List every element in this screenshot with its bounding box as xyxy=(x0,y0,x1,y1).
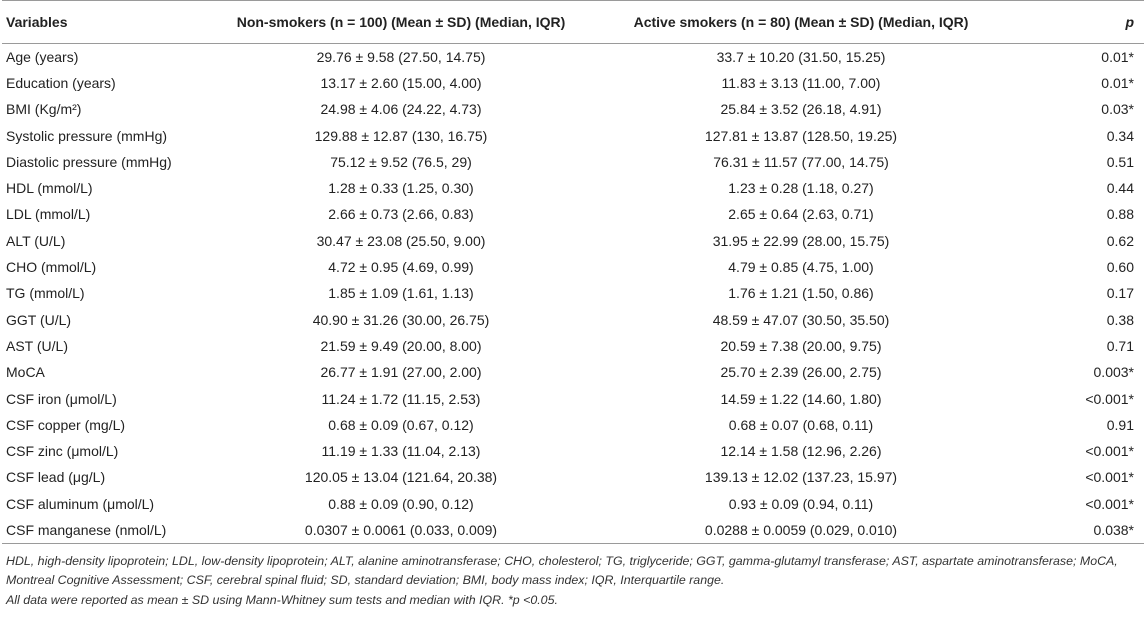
cell-non-smokers: 26.77 ± 1.91 (27.00, 2.00) xyxy=(320,364,482,381)
cell-non-smokers: 1.28 ± 0.33 (1.25, 0.30) xyxy=(328,180,474,197)
cell-active-smokers: 127.81 ± 13.87 (128.50, 19.25) xyxy=(704,127,898,144)
cell-non-smokers: 0.88 ± 0.09 (0.90, 0.12) xyxy=(328,495,474,512)
table-row xyxy=(2,280,1144,306)
cell-non-smokers: 0.68 ± 0.09 (0.67, 0.12) xyxy=(328,416,474,433)
cell-active-smokers: 4.79 ± 0.85 (4.75, 1.00) xyxy=(728,259,874,276)
footnote-abbreviations: HDL, high-density lipoprotein; LDL, low-density lipoprotein; ALT, alanine aminotransferase; CHO, cholesterol; TG, triglyceride; GGT, gamma-glutamyl transferase; AST, aspartate aminotransferase; MoCA, Montreal Cognitive Assessment; CSF, cerebral spinal fluid; SD, standard deviation; BMI, body mass index; IQR, Interquartile range. xyxy=(6,553,1118,588)
cell-non-smokers: 11.24 ± 1.72 (11.15, 2.53) xyxy=(321,390,481,407)
table-row xyxy=(2,70,1144,96)
table-row xyxy=(2,306,1144,332)
cell-p-value: <0.001* xyxy=(1085,390,1134,407)
cell-active-smokers: 11.83 ± 3.13 (11.00, 7.00) xyxy=(721,74,881,91)
cell-variable: CSF manganese (nmol/L) xyxy=(2,517,208,543)
cell-p-value: 0.71 xyxy=(1106,337,1134,354)
table-row xyxy=(2,464,1144,490)
cell-p-value: 0.60 xyxy=(1106,259,1134,276)
cell-active-smokers: 0.0288 ± 0.0059 (0.029, 0.010) xyxy=(594,517,1008,543)
cell-non-smokers: 11.19 ± 1.33 (11.04, 2.13) xyxy=(321,443,481,460)
cell-non-smokers: 21.59 ± 9.49 (20.00, 8.00) xyxy=(320,337,482,354)
cell-variable: TG (mmol/L) xyxy=(6,285,85,302)
cell-p-value: 0.17 xyxy=(1106,285,1134,302)
cell-active-smokers: 20.59 ± 7.38 (20.00, 9.75) xyxy=(720,337,882,354)
cell-p-value: 0.88 xyxy=(1106,206,1134,223)
table-row xyxy=(2,201,1144,227)
cell-active-smokers: 33.7 ± 10.20 (31.50, 15.25) xyxy=(716,48,886,65)
cell-p-value: 0.01* xyxy=(1101,74,1134,91)
cell-active-smokers: 139.13 ± 12.02 (137.23, 15.97) xyxy=(704,469,898,486)
header-non-smokers: Non-smokers (n = 100) (Mean ± SD) (Median, IQR) xyxy=(208,1,594,44)
cell-variable: LDL (mmol/L) xyxy=(6,206,91,223)
table-row xyxy=(2,175,1144,201)
cell-variable: GGT (U/L) xyxy=(6,311,72,328)
header-active-smokers: Active smokers (n = 80) (Mean ± SD) (Median, IQR) xyxy=(594,1,1008,44)
table-row xyxy=(2,122,1144,148)
header-row xyxy=(2,1,1144,44)
cell-active-smokers: 76.31 ± 11.57 (77.00, 14.75) xyxy=(713,153,889,170)
table-row xyxy=(2,228,1144,254)
cell-p-value: 0.038* xyxy=(1008,517,1144,543)
cell-variable: Diastolic pressure (mmHg) xyxy=(6,153,172,170)
cell-p-value: 0.01* xyxy=(1101,48,1134,65)
table-row xyxy=(2,412,1144,438)
cell-active-smokers: 48.59 ± 47.07 (30.50, 35.50) xyxy=(712,311,890,328)
cell-p-value: <0.001* xyxy=(1085,443,1134,460)
cell-active-smokers: 31.95 ± 22.99 (28.00, 15.75) xyxy=(712,232,890,249)
cell-non-smokers: 4.72 ± 0.95 (4.69, 0.99) xyxy=(328,259,474,276)
cell-p-value: <0.001* xyxy=(1085,469,1134,486)
cell-active-smokers: 25.84 ± 3.52 (26.18, 4.91) xyxy=(720,101,882,118)
cell-variable: ALT (U/L) xyxy=(6,232,66,249)
table-row xyxy=(2,491,1144,517)
cell-non-smokers: 1.85 ± 1.09 (1.61, 1.13) xyxy=(328,285,474,302)
table-row xyxy=(2,254,1144,280)
table-header xyxy=(2,1,1144,44)
cell-non-smokers: 40.90 ± 31.26 (30.00, 26.75) xyxy=(312,311,490,328)
cell-active-smokers: 1.23 ± 0.28 (1.18, 0.27) xyxy=(728,180,874,197)
header-p: p xyxy=(1008,1,1144,44)
table-body xyxy=(2,44,1144,544)
cell-variable: CHO (mmol/L) xyxy=(6,259,97,276)
cell-variable: CSF lead (μg/L) xyxy=(6,469,106,486)
cell-variable: Age (years) xyxy=(6,48,79,65)
cell-active-smokers: 12.14 ± 1.58 (12.96, 2.26) xyxy=(720,443,882,460)
cell-variable: BMI (Kg/m²) xyxy=(6,101,82,118)
cell-variable: Education (years) xyxy=(6,74,116,91)
cell-non-smokers: 30.47 ± 23.08 (25.50, 9.00) xyxy=(316,232,486,249)
cell-active-smokers: 0.93 ± 0.09 (0.94, 0.11) xyxy=(728,495,874,512)
cell-active-smokers: 0.68 ± 0.07 (0.68, 0.11) xyxy=(728,416,874,433)
cell-non-smokers: 24.98 ± 4.06 (24.22, 4.73) xyxy=(320,101,482,118)
cell-variable: CSF aluminum (μmol/L) xyxy=(6,495,155,512)
cell-active-smokers: 2.65 ± 0.64 (2.63, 0.71) xyxy=(728,206,874,223)
cell-p-value: <0.001* xyxy=(1085,495,1134,512)
cell-p-value: 0.003* xyxy=(1093,364,1134,381)
table-row xyxy=(2,96,1144,122)
cell-p-value: 0.62 xyxy=(1106,232,1134,249)
cell-p-value: 0.51 xyxy=(1106,153,1134,170)
cell-non-smokers: 29.76 ± 9.58 (27.50, 14.75) xyxy=(316,48,486,65)
cell-variable: Systolic pressure (mmHg) xyxy=(6,127,168,144)
cell-p-value: 0.91 xyxy=(1106,416,1134,433)
table-row xyxy=(2,149,1144,175)
cell-non-smokers: 2.66 ± 0.73 (2.66, 0.83) xyxy=(328,206,474,223)
cell-variable: HDL (mmol/L) xyxy=(6,180,93,197)
cell-p-value: 0.38 xyxy=(1106,311,1134,328)
table-row xyxy=(2,438,1144,464)
cell-non-smokers: 75.12 ± 9.52 (76.5, 29) xyxy=(330,153,472,170)
table-footnotes xyxy=(2,544,1144,611)
cell-active-smokers: 25.70 ± 2.39 (26.00, 2.75) xyxy=(720,364,882,381)
header-variables: Variables xyxy=(2,1,208,44)
cell-non-smokers: 0.0307 ± 0.0061 (0.033, 0.009) xyxy=(208,517,594,543)
table-row xyxy=(2,385,1144,411)
cell-variable: CSF iron (μmol/L) xyxy=(6,390,117,407)
data-table xyxy=(2,0,1144,544)
cell-p-value: 0.03* xyxy=(1101,101,1134,118)
cell-variable: CSF copper (mg/L) xyxy=(6,416,126,433)
cell-variable: AST (U/L) xyxy=(6,337,68,354)
table-row xyxy=(2,333,1144,359)
cell-active-smokers: 14.59 ± 1.22 (14.60, 1.80) xyxy=(720,390,882,407)
cell-p-value: 0.34 xyxy=(1106,127,1134,144)
cell-active-smokers: 1.76 ± 1.21 (1.50, 0.86) xyxy=(728,285,874,302)
cell-non-smokers: 129.88 ± 12.87 (130, 16.75) xyxy=(314,127,488,144)
cell-p-value: 0.44 xyxy=(1106,180,1134,197)
table-row xyxy=(2,359,1144,385)
cell-variable: MoCA xyxy=(6,364,45,381)
table-row xyxy=(2,44,1144,70)
table-row xyxy=(2,517,1144,543)
cell-non-smokers: 120.05 ± 13.04 (121.64, 20.38) xyxy=(304,469,498,486)
cell-non-smokers: 13.17 ± 2.60 (15.00, 4.00) xyxy=(320,74,482,91)
cell-variable: CSF zinc (μmol/L) xyxy=(6,443,119,460)
footnote-method: All data were reported as mean ± SD using Mann-Whitney sum tests and median with IQR. *p <0.05. xyxy=(6,592,558,607)
